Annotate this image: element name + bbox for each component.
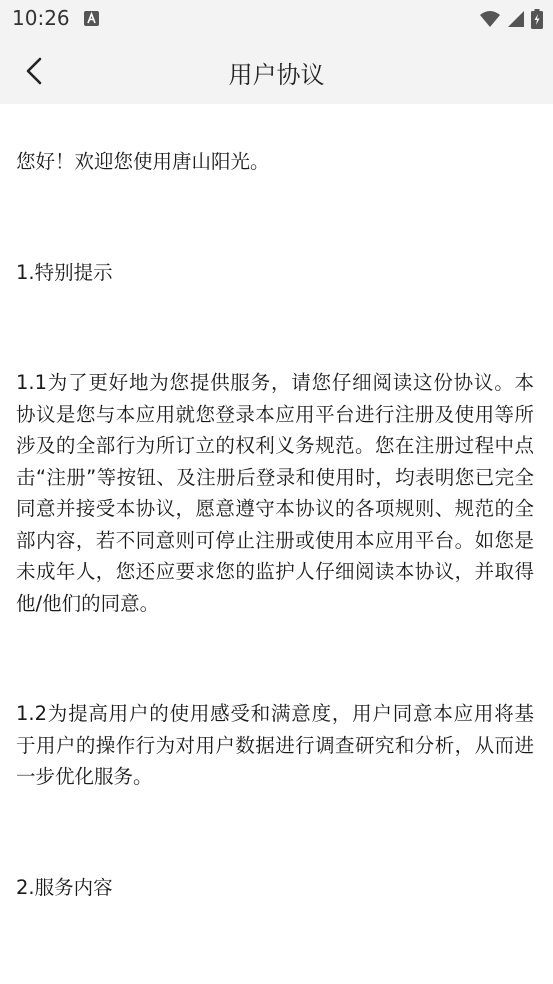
status-icons xyxy=(479,8,543,30)
page-title: 用户协议 xyxy=(228,61,325,89)
app-bar xyxy=(0,38,553,104)
status-bar xyxy=(0,0,553,38)
greeting-text: 您好！欢迎您使用唐山阳光。 xyxy=(16,150,270,173)
section-1-heading: 1.特别提示 xyxy=(16,260,113,284)
signal-icon xyxy=(507,10,525,28)
battery-icon xyxy=(531,9,543,29)
agreement-content xyxy=(16,104,534,903)
section-1-1-text: 1.1为了更好地为您提供服务，请您仔细阅读这份协议。本协议是您与本应用就您登录本应用平台进行注册及使用等所涉及的全部行为所订立的权利义务规范。您在注册过程中点击“注册”等按钮、及注册后登录和使用时，均表明您已完全同意并接受本协议，愿意遵守本协议的各项规则、规范的全部内容，若不同意则可停止注册或使用本应用平台。如您是未成年人，您还应要求您的监护人仔细阅读本协议，并取得他/他们的同意。 xyxy=(16,371,534,615)
section-2-heading: 2.服务内容 xyxy=(16,875,113,899)
section-1-2-text: 1.2为提高用户的使用感受和满意度，用户同意本应用将基于用户的操作行为对用户数据进行调查研究和分析，从而进一步优化服务。 xyxy=(16,702,534,788)
a-notification-icon xyxy=(84,11,99,26)
wifi-icon xyxy=(479,10,501,28)
status-time: 10:26 xyxy=(12,6,70,30)
